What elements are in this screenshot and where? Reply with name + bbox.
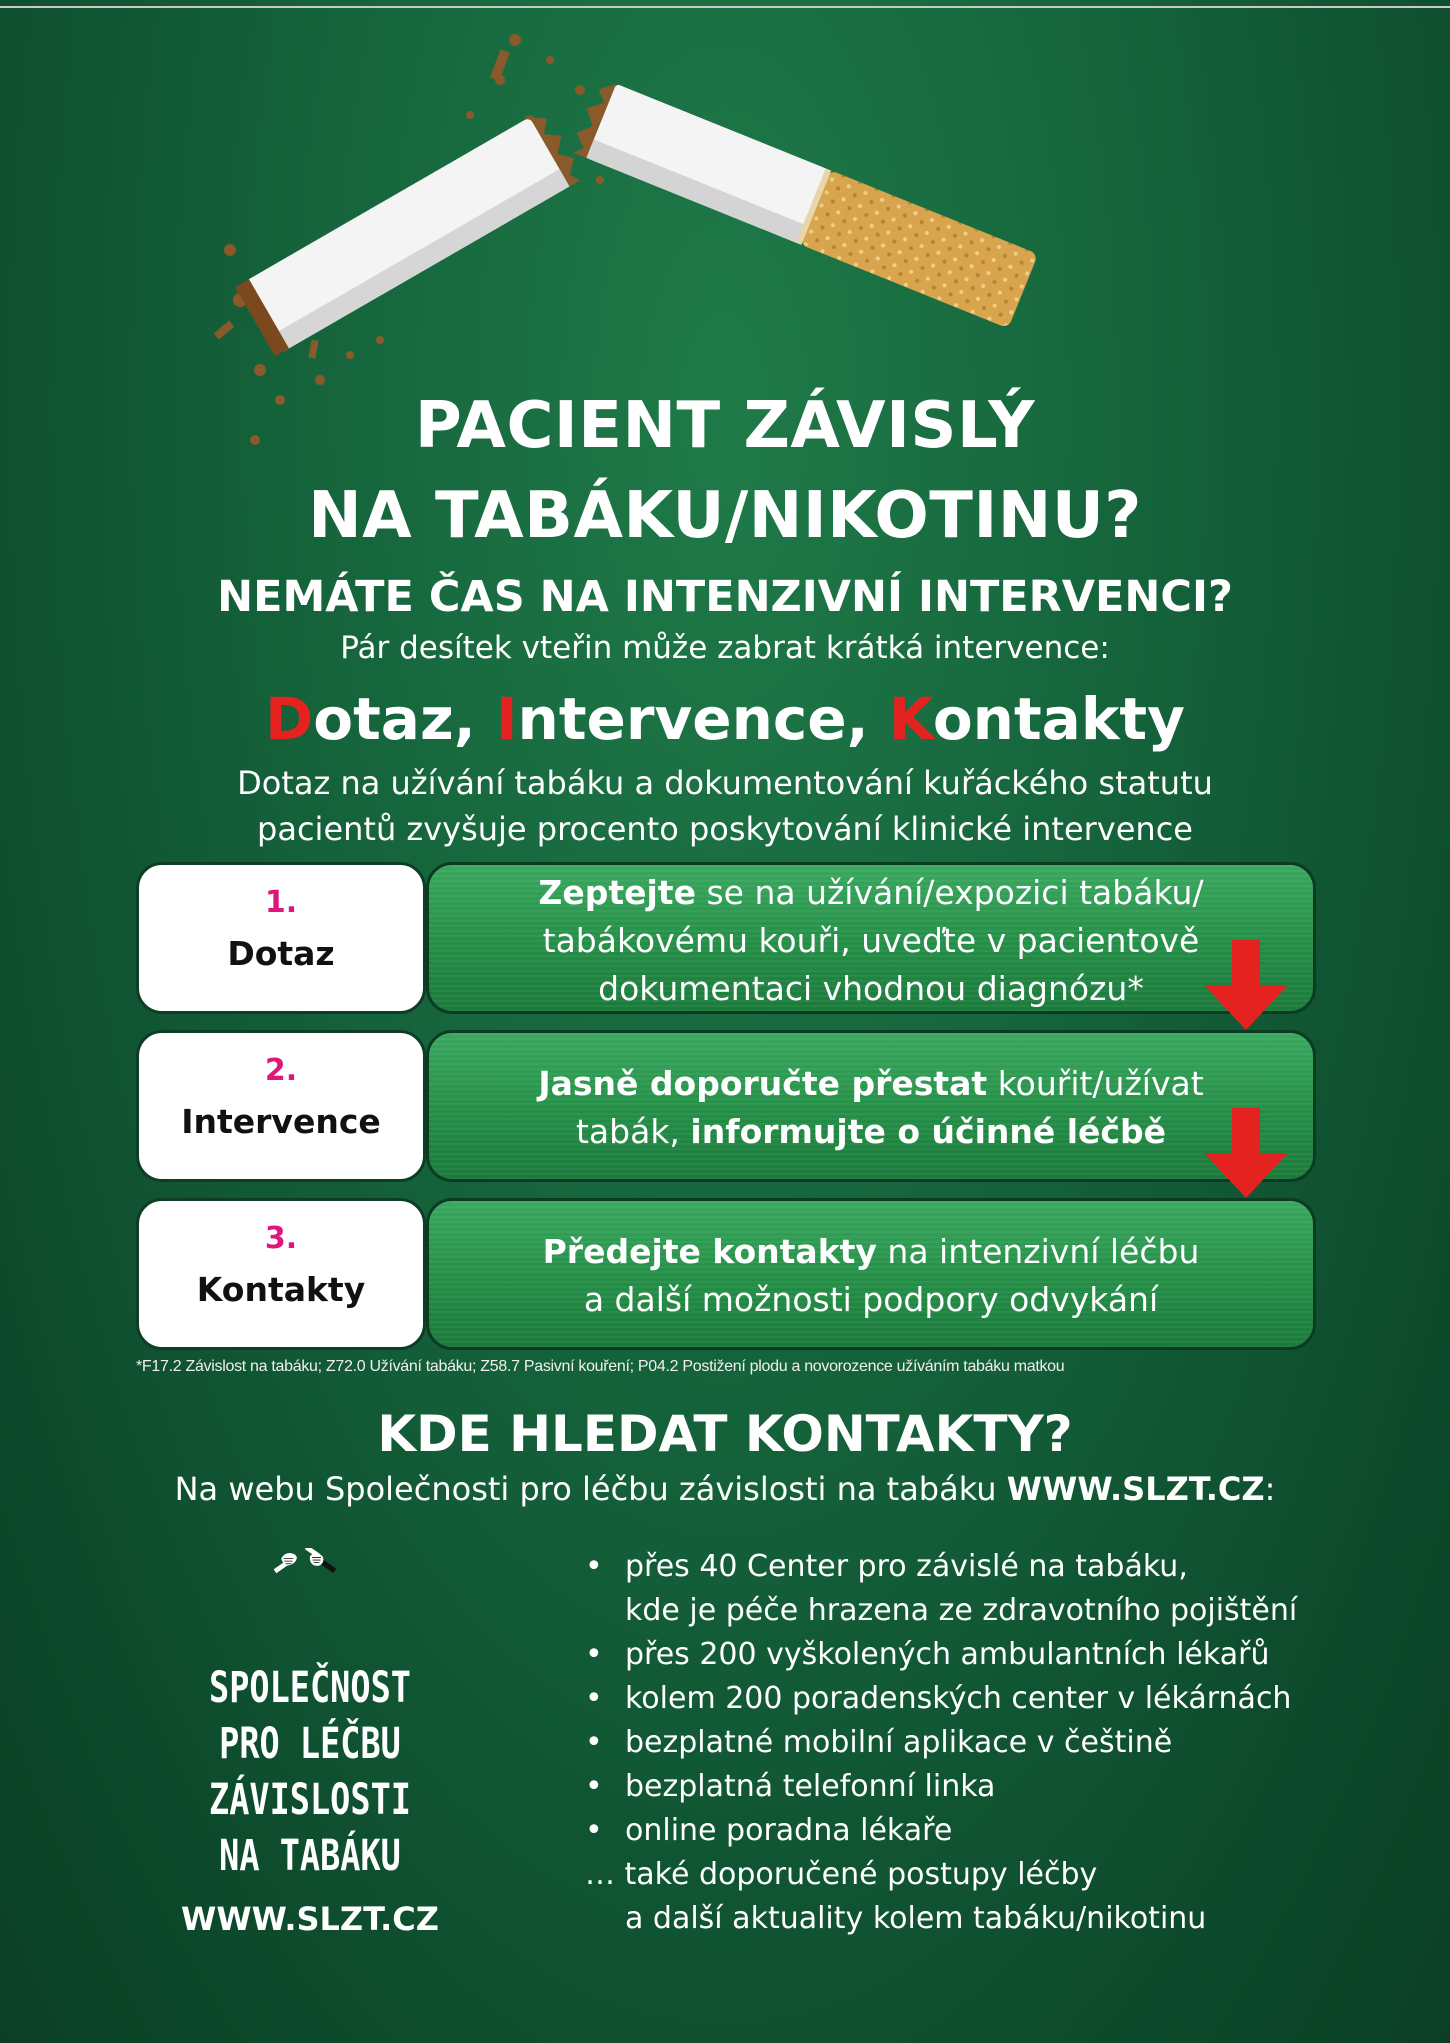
bullet: • (585, 1681, 603, 1716)
list-item: • online poradna lékaře (585, 1809, 1405, 1853)
logo-line2: PRO LÉČBU (219, 1719, 401, 1769)
list-item: • kolem 200 poradenských center v lékárnách (585, 1677, 1405, 1721)
description-line1: Dotaz na užívání tabáku a dokumentování kuřáckého statutu (237, 764, 1213, 802)
logo-left-hand (274, 1553, 297, 1573)
step-3-line1 (429, 1228, 1313, 1276)
contacts-heading: KDE HLEDAT KONTAKTY? (377, 1405, 1073, 1463)
bullet: • (585, 1813, 603, 1848)
step-2-bold1: Jasně doporučte přestat (538, 1064, 988, 1103)
slzt-logo-icon (160, 1548, 460, 1658)
step-row-1 (136, 862, 1316, 1014)
step-text-box-3 (426, 1198, 1316, 1350)
step-3-bold1: Předejte kontakty (542, 1232, 877, 1271)
dik-d-letter: D (265, 685, 314, 753)
list-item: • bezplatné mobilní aplikace v češtině (585, 1721, 1405, 1765)
dik-i-letter: I (495, 685, 518, 753)
logo-right-hand (305, 1548, 336, 1573)
headline-line1: PACIENT ZÁVISLÝ (414, 389, 1036, 463)
bullet: • (585, 1725, 603, 1760)
list-item: • bezplatná telefonní linka (585, 1765, 1405, 1809)
step-row-2 (136, 1030, 1316, 1182)
contacts-subheading (0, 1470, 1450, 1508)
list-more-line2: a další aktuality kolem tabáku/nikotinu (625, 1901, 1207, 1936)
step-label-1: Dotaz (227, 934, 335, 973)
contacts-url-link[interactable]: WWW.SLZT.CZ (1006, 1470, 1265, 1508)
headline-question: NEMÁTE ČAS NA INTENZIVNÍ INTERVENCI? (217, 572, 1233, 622)
list-item-continuation: kde je péče hrazena ze zdravotního pojištění (625, 1593, 1298, 1628)
headline-line2: NA TABÁKU/NIKOTINU? (308, 479, 1142, 553)
step-label-2: Intervence (181, 1102, 381, 1141)
step-label-box-1 (136, 862, 426, 1014)
dik-d-rest: otaz, (313, 685, 496, 753)
dik-heading (0, 685, 1450, 753)
step-1-line3: dokumentaci vhodnou diagnózu* (598, 969, 1144, 1008)
bullet: • (585, 1637, 603, 1672)
step-number-3: 3. (264, 1221, 298, 1256)
dik-k-rest: ontakty (932, 685, 1185, 753)
step-1-text1: se na užívání/expozici tabáku/ (695, 873, 1204, 912)
list-item: • přes 40 Center pro závislé na tabáku, (585, 1545, 1405, 1589)
logo-text (193, 1660, 427, 1884)
down-arrow-icon (1204, 1108, 1288, 1198)
headline-intro: Pár desítek vteřin může zabrat krátká intervence: (340, 630, 1110, 666)
step-2-bold2: informujte o účinné léčbě (690, 1112, 1166, 1151)
logo-line4: NA TABÁKU (219, 1831, 401, 1881)
description-line2: pacientů zvyšuje procento poskytování klinické intervence (257, 810, 1193, 848)
dik-i-rest: ntervence, (517, 685, 889, 753)
contacts-sub-colon: : (1264, 1470, 1276, 1508)
step-row-3 (136, 1198, 1316, 1350)
list-item: • přes 200 vyškolených ambulantních lékařů (585, 1633, 1405, 1677)
cigarette-left-piece (235, 108, 585, 356)
bullet: • (585, 1769, 603, 1804)
step-2-line2 (429, 1108, 1313, 1156)
step-3-line2: a další možnosti podpory odvykání (583, 1280, 1159, 1319)
step-text-box-2 (426, 1030, 1316, 1182)
contacts-sub-text: Na webu Společnosti pro léčbu závislosti na tabáku (174, 1470, 1007, 1508)
step-2-text1: kouřit/užívat (987, 1064, 1204, 1103)
logo-line3: ZÁVISLOSTI (209, 1775, 411, 1825)
list-more-line1: … také doporučené postupy léčby (585, 1857, 1098, 1892)
contacts-list (585, 1545, 1405, 1941)
step-1-line1 (429, 869, 1313, 917)
step-3-text1: na intenzivní léčbu (876, 1232, 1200, 1271)
down-arrow-icon (1204, 940, 1288, 1030)
bullet: • (585, 1549, 603, 1584)
step-label-box-3 (136, 1198, 426, 1350)
step-2-text2: tabák, (575, 1112, 691, 1151)
dik-k-letter: K (888, 685, 933, 753)
step-number-2: 2. (264, 1053, 298, 1088)
step-text-box-1 (426, 862, 1316, 1014)
step-2-line1 (429, 1060, 1313, 1108)
step-label-box-2 (136, 1030, 426, 1182)
diagnosis-footnote: *F17.2 Závislost na tabáku; Z72.0 Užívání tabáku; Z58.7 Pasivní kouření; P04.2 Postižení plodu a novorozence užíváním tabáku matkou (136, 1358, 1065, 1375)
logo-line1: SPOLEČNOST (209, 1663, 411, 1713)
step-1-line2: tabákovému kouři, uveďte v pacientově (542, 921, 1200, 960)
logo-url-link[interactable]: WWW.SLZT.CZ (181, 1900, 439, 1938)
step-number-1: 1. (264, 885, 298, 920)
cigarette-right-piece (570, 77, 1039, 328)
top-border (0, 6, 1450, 8)
step-1-bold1: Zeptejte (538, 873, 696, 912)
step-label-3: Kontakty (196, 1270, 366, 1309)
